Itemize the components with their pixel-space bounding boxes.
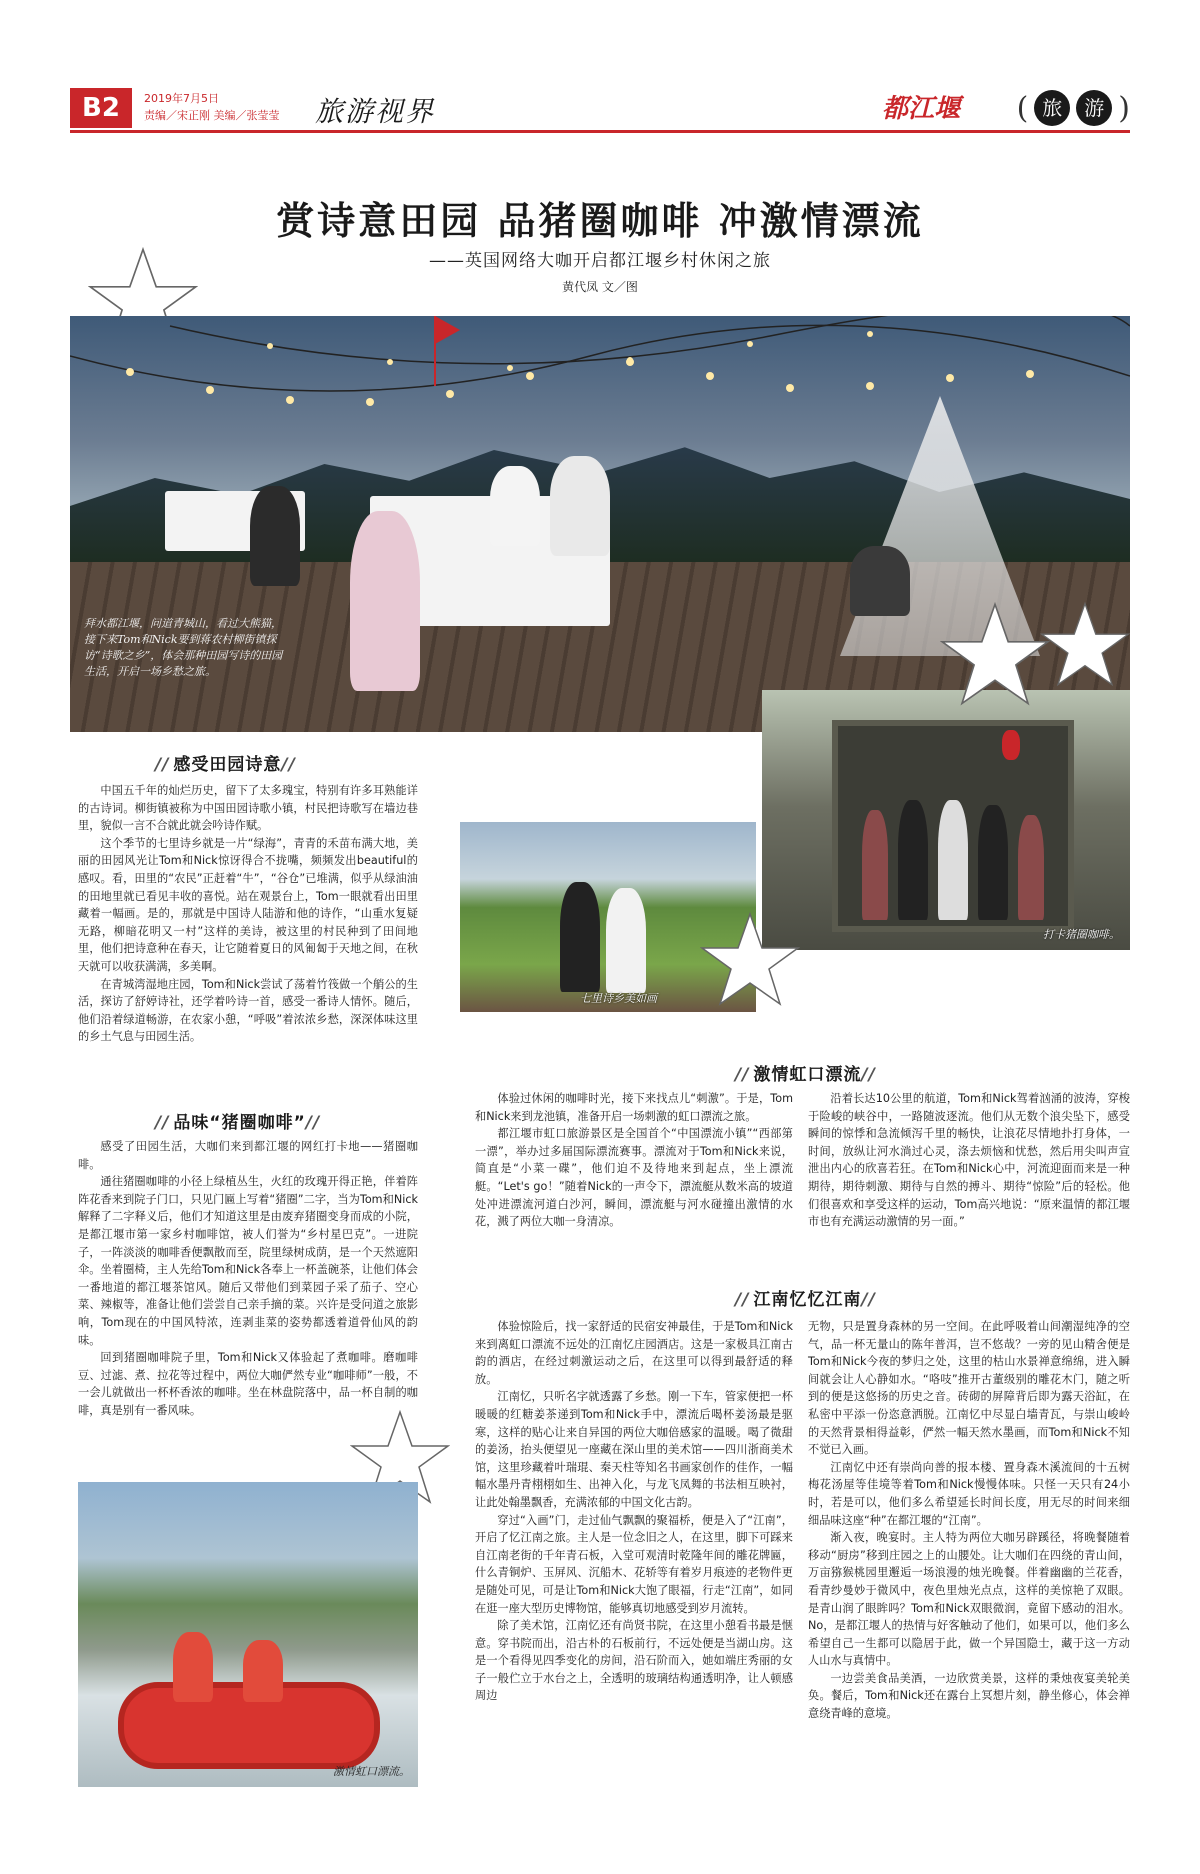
guest-4 [550, 456, 610, 556]
star-icon [700, 910, 800, 1010]
paper-logo: 都江堰 [881, 94, 960, 124]
lantern-icon [1002, 730, 1020, 760]
section-2-body [78, 1138, 418, 1420]
badge-you: 游 [1076, 90, 1112, 126]
pig-pen-cafe-photo [762, 690, 1130, 950]
staff-1 [862, 810, 888, 920]
section-heading-3: // 激情虹口漂流// [735, 1065, 876, 1085]
hero-caption-left: 拜水都江堰，问道青城山，看过大熊猫，接下来Tom和Nick要到蒋农村柳街镇探访“诗歌之乡”，体会那种田园写诗的田园生活，开启一场乡愁之旅。 [84, 617, 283, 678]
page-code: B2 [70, 88, 132, 128]
byline: 黄代凤 文／图 [562, 280, 638, 294]
section-3-body-b [808, 1090, 1130, 1231]
paddy-caption: 七里诗乡美如画 [580, 992, 657, 1005]
section-heading-2: // 品味“猪圈咖啡”// [155, 1113, 321, 1133]
s4-para-7: 渐入夜，晚宴时。主人特为两位大咖另辟蹊径，将晚餐随着移动“厨房”移到庄园之上的山腰处。让大咖们在四绕的青山间，万亩猕猴桃园里邂逅一场浪漫的烛光晚餐。伴着幽幽的兰花香，看青纱曼妙于微风中，夜色里烛光点点，这样的美惊艳了双眼。是青山润了眼眸吗？Tom和Nick双眼微润，竟留下感动的泪水。No，是都江堰人的热情与好客触动了他们，如果可以，他们多么希望自己一生都可以隐居于此，做一个异国隐士，藏于这一方动人山水与真情中。 [808, 1531, 1130, 1668]
travel-badges [1017, 88, 1130, 128]
s1-para-1: 中国五千年的灿烂历史，留下了太多瑰宝，特别有许多耳熟能详的古诗词。柳街镇被称为中国田园诗歌小镇，村民把诗歌写在墙边巷里，貌似一言不合就此就会吟诗作赋。 [78, 784, 418, 833]
raft-caption: 激情虹口漂流。 [333, 1765, 410, 1778]
section-1-title: 感受田园诗意 [173, 755, 282, 775]
issue-date: 2019年7月5日 [144, 92, 219, 105]
section-2-title: 品味“猪圈咖啡” [173, 1113, 306, 1133]
paren-open: ( [1016, 90, 1029, 126]
meta-line [144, 90, 280, 124]
s1-para-3: 在青城湾湿地庄园，Tom和Nick尝试了荡着竹筏做一个艄公的生活，探访了舒婷诗社，还学着吟诗一首，感受一番诗人情怀。随后，他们沿着绿道畅游，在农家小憩，“呼吸”着浓浓乡愁，深深体味这里的乡土气息与田园生活。 [78, 977, 418, 1044]
section-4-title: 江南忆忆江南 [753, 1290, 862, 1310]
s2-para-2: 通往猪圈咖啡的小径上绿植丛生，火红的玫瑰开得正艳，伴着阵阵花香来到院子门口，只见门匾上写着“猪圈”二字，当为Tom和Nick解释了二字释义后，他们才知道这里是由废弃猪圈变身而成的小院，是都江堰市第一家乡村咖啡馆，被人们誉为“乡村星巴克”。一进院子，一阵淡淡的咖啡香便飘散而至，院里绿树成荫，是一个天然遮阳伞。坐着圈椅，主人先给Tom和Nick各奉上一杯盖碗茶，让他们体会一番地道的都江堰茶馆风。随后又带他们到菜园子采了茄子、空心菜、辣椒等，准备让他们尝尝自己亲手摘的菜。兴许是受问道之旅影响，Tom现在的中国风特浓，连剥韭菜的姿势都透着道骨仙风的韵味。 [78, 1175, 418, 1347]
s4-para-8: 一边尝美食品美酒，一边欣赏美景，这样的秉烛夜宴美轮美奂。餐后，Tom和Nick还在露台上冥想片刻，静坐修心，体会禅意绕青峰的意境。 [808, 1671, 1130, 1721]
header-rule [70, 130, 1130, 133]
headline: 赏诗意田园 品猪圈咖啡 冲激情漂流 [276, 199, 924, 243]
s4-para-1: 体验惊险后，找一家舒适的民宿安神最佳，于是Tom和Nick来到离虹口漂流不远处的江南忆庄园酒店。这是一家极具江南古韵的酒店，在经过刺激运动之后，在这里可以得到最舒适的释放。 [475, 1320, 793, 1386]
section-name: 旅游视界 [315, 95, 436, 128]
guest-3 [490, 466, 540, 546]
staff-2 [1018, 815, 1044, 920]
s4-para-3: 穿过“入画”门，走过仙气飘飘的聚福桥，便是入了“江南”，开启了忆江南之旅。主人是一位念旧之人，在这里，脚下可踩来自江南老街的千年青石板，入堂可观清时乾隆年间的雕花牌匾，什么青铜炉、玉屏风、沉船木、花轿等有着岁月痕迹的老物件更是随处可见，可是让Tom和Nick大饱了眼福，行走“江南”，如同在逛一座大型历史博物馆，能够真切地感受到岁月流转。 [475, 1513, 793, 1615]
star-icon [940, 600, 1050, 710]
paren-close: ) [1118, 90, 1130, 126]
s2-para-1: 感受了田园生活，大咖们来到都江堰的网红打卡地——猪圈咖啡。 [78, 1140, 418, 1171]
badge-lv: 旅 [1034, 90, 1070, 126]
figure-tom [560, 882, 600, 992]
s3-para-3: 沿着长达10公里的航道，Tom和Nick驾着汹涌的波涛，穿梭于险峻的峡谷中，一路随波逐流。他们从无数个浪尖坠下，感受瞬间的惊悸和急流倾泻千里的畅快，让浪花尽情地扑打身体，一时间，放纵让河水淌过心灵，涤去烦恼和忧愁，然后用尖叫声宣泄出内心的欣喜若狂。在Tom和Nick心中，河流迎面而来是一种期待，期待刺激、期待与自然的搏斗、期待“惊险”后的轻松。他们很喜欢和享受这样的运动，Tom高兴地说：“原来温情的都江堰市也有充满运动激情的另一面。” [808, 1092, 1130, 1229]
editors: 责编／宋正刚 美编／张莹莹 [144, 109, 280, 122]
section-1-body [78, 782, 418, 1046]
section-heading-1: // 感受田园诗意// [155, 755, 296, 775]
rafting-photo [78, 1482, 418, 1787]
masthead [70, 88, 1130, 132]
s2-para-3: 回到猪圈咖啡院子里，Tom和Nick又体验起了煮咖啡。磨咖啡豆、过滤、煮、拉花等过程中，两位大咖俨然专业“咖啡师”一般，不一会儿就做出一杯杯香浓的咖啡。坐在林盘院落中，品一杯自制的咖啡，真是别有一番风味。 [78, 1351, 418, 1417]
rafter-2 [243, 1640, 283, 1702]
guest-2 [350, 511, 420, 691]
rafter-1 [173, 1632, 213, 1702]
guest-1 [250, 486, 300, 586]
gate-caption: 打卡猪圈咖啡。 [1043, 928, 1120, 941]
s3-para-1: 体验过休闲的咖啡时光，接下来找点儿“刺激”。于是，Tom和Nick来到龙池镇，准备开启一场刺激的虹口漂流之旅。 [475, 1092, 793, 1123]
section-3-title: 激情虹口漂流 [753, 1065, 862, 1085]
section-4-body-b [808, 1318, 1130, 1723]
s1-para-2: 这个季节的七里诗乡就是一片“绿海”，青青的禾苗布满大地，美丽的田园风光让Tom和Nick惊讶得合不拢嘴，频频发出beautiful的感叹。看，田里的“农民”正赶着“牛”，“谷仓”已堆满，似乎从绿油油的田地里就已看见丰收的喜悦。站在观景台上，Tom一眼就看出田里藏着一幅画。是的，那就是中国诗人陆游和他的诗作，“山重水复疑无路，柳暗花明又一村”这样的美诗，被这里的村民种到了田间地里，他们把诗意种在春天，让它随着夏日的风匍匐于天地之间，在秋天就可以收获满满，多美啊。 [78, 836, 418, 973]
guest-5 [850, 546, 910, 616]
string-lights [70, 316, 1130, 456]
figure-nick [606, 888, 646, 993]
s4-para-4: 除了美术馆，江南忆还有尚贤书院，在这里小憩看书最是惬意。穿书院而出，沿古朴的石板前行，不远处便是当湖山房。这是一个看得见四季变化的房间，沿石阶而入，她如端庄秀丽的女子一般伫立于水台之上，全透明的玻璃结构通透明净，让人顿感周边 [475, 1619, 793, 1703]
section-3-body-a [475, 1090, 793, 1231]
s4-para-6: 江南忆中还有崇尚向善的报本楼、置身森木溪流间的十五树梅花汤屋等佳境等着Tom和Nick慢慢体味。只怪一天只有24小时，若是可以，他们多么希望延长时间长度，用无尽的时间来细细品味这座“种”在都江堰的“江南”。 [808, 1460, 1130, 1527]
s3-para-2: 都江堰市虹口旅游景区是全国首个“中国漂流小镇”“西部第一漂”，举办过多届国际漂流赛事。漂流对于Tom和Nick来说，简直是“小菜一碟”，他们迫不及待地来到起点，坐上漂流艇。“Let's go！”随着Nick的一声令下，漂流艇从数米高的坡道处冲进漂流河道白沙河，瞬间，漂流艇与河水碰撞出激情的水花，溅了两位大咖一身清凉。 [475, 1127, 793, 1229]
section-heading-4: // 江南忆忆江南// [735, 1290, 876, 1310]
figure-guest-c [978, 805, 1008, 920]
star-icon [1040, 600, 1130, 690]
s4-para-5: 无物，只是置身森林的另一空间。在此呼吸着山间潮湿纯净的空气，品一杯无量山的陈年普洱，岂不悠哉？一旁的见山精舍便是Tom和Nick今夜的梦归之处，这里的枯山水景禅意绵绵，进入瞬间就会让人心静如水。“咯吱”推开古董级别的雕花木门，随之听到的便是这悠扬的历史之音。砖砌的屏障背后即为露天浴缸，在私密中平添一份恣意洒脱。江南忆中尽显白墙青瓦，与崇山峻岭的天然背景相得益彰，俨然一幅天然水墨画，而Tom和Nick不知不觉已入画。 [808, 1320, 1130, 1457]
s4-para-2: 江南忆，只听名字就透露了乡愁。刚一下车，管家便把一杯暖暖的红糖姜茶递到Tom和Nick手中，漂流后喝杯姜汤最是驱寒，这样的贴心让来自异国的两位大咖倍感家的温暖。喝了微甜的姜汤，抬头便望见一座藏在深山里的美术馆——四川浙商美术馆，这里珍藏着叶瑞琨、秦天柱等知名书画家创作的佳作，一幅幅水墨丹青栩栩如生、出神入化，与龙飞凤舞的书法相互映衬，让此处翰墨飘香，充满浓郁的中国文化古韵。 [475, 1390, 793, 1509]
section-4-body-a [475, 1318, 793, 1705]
subheadline: ——英国网络大咖开启都江堰乡村休闲之旅 [429, 251, 771, 271]
figure-guest-b [938, 800, 968, 920]
figure-guest-a [898, 800, 928, 920]
